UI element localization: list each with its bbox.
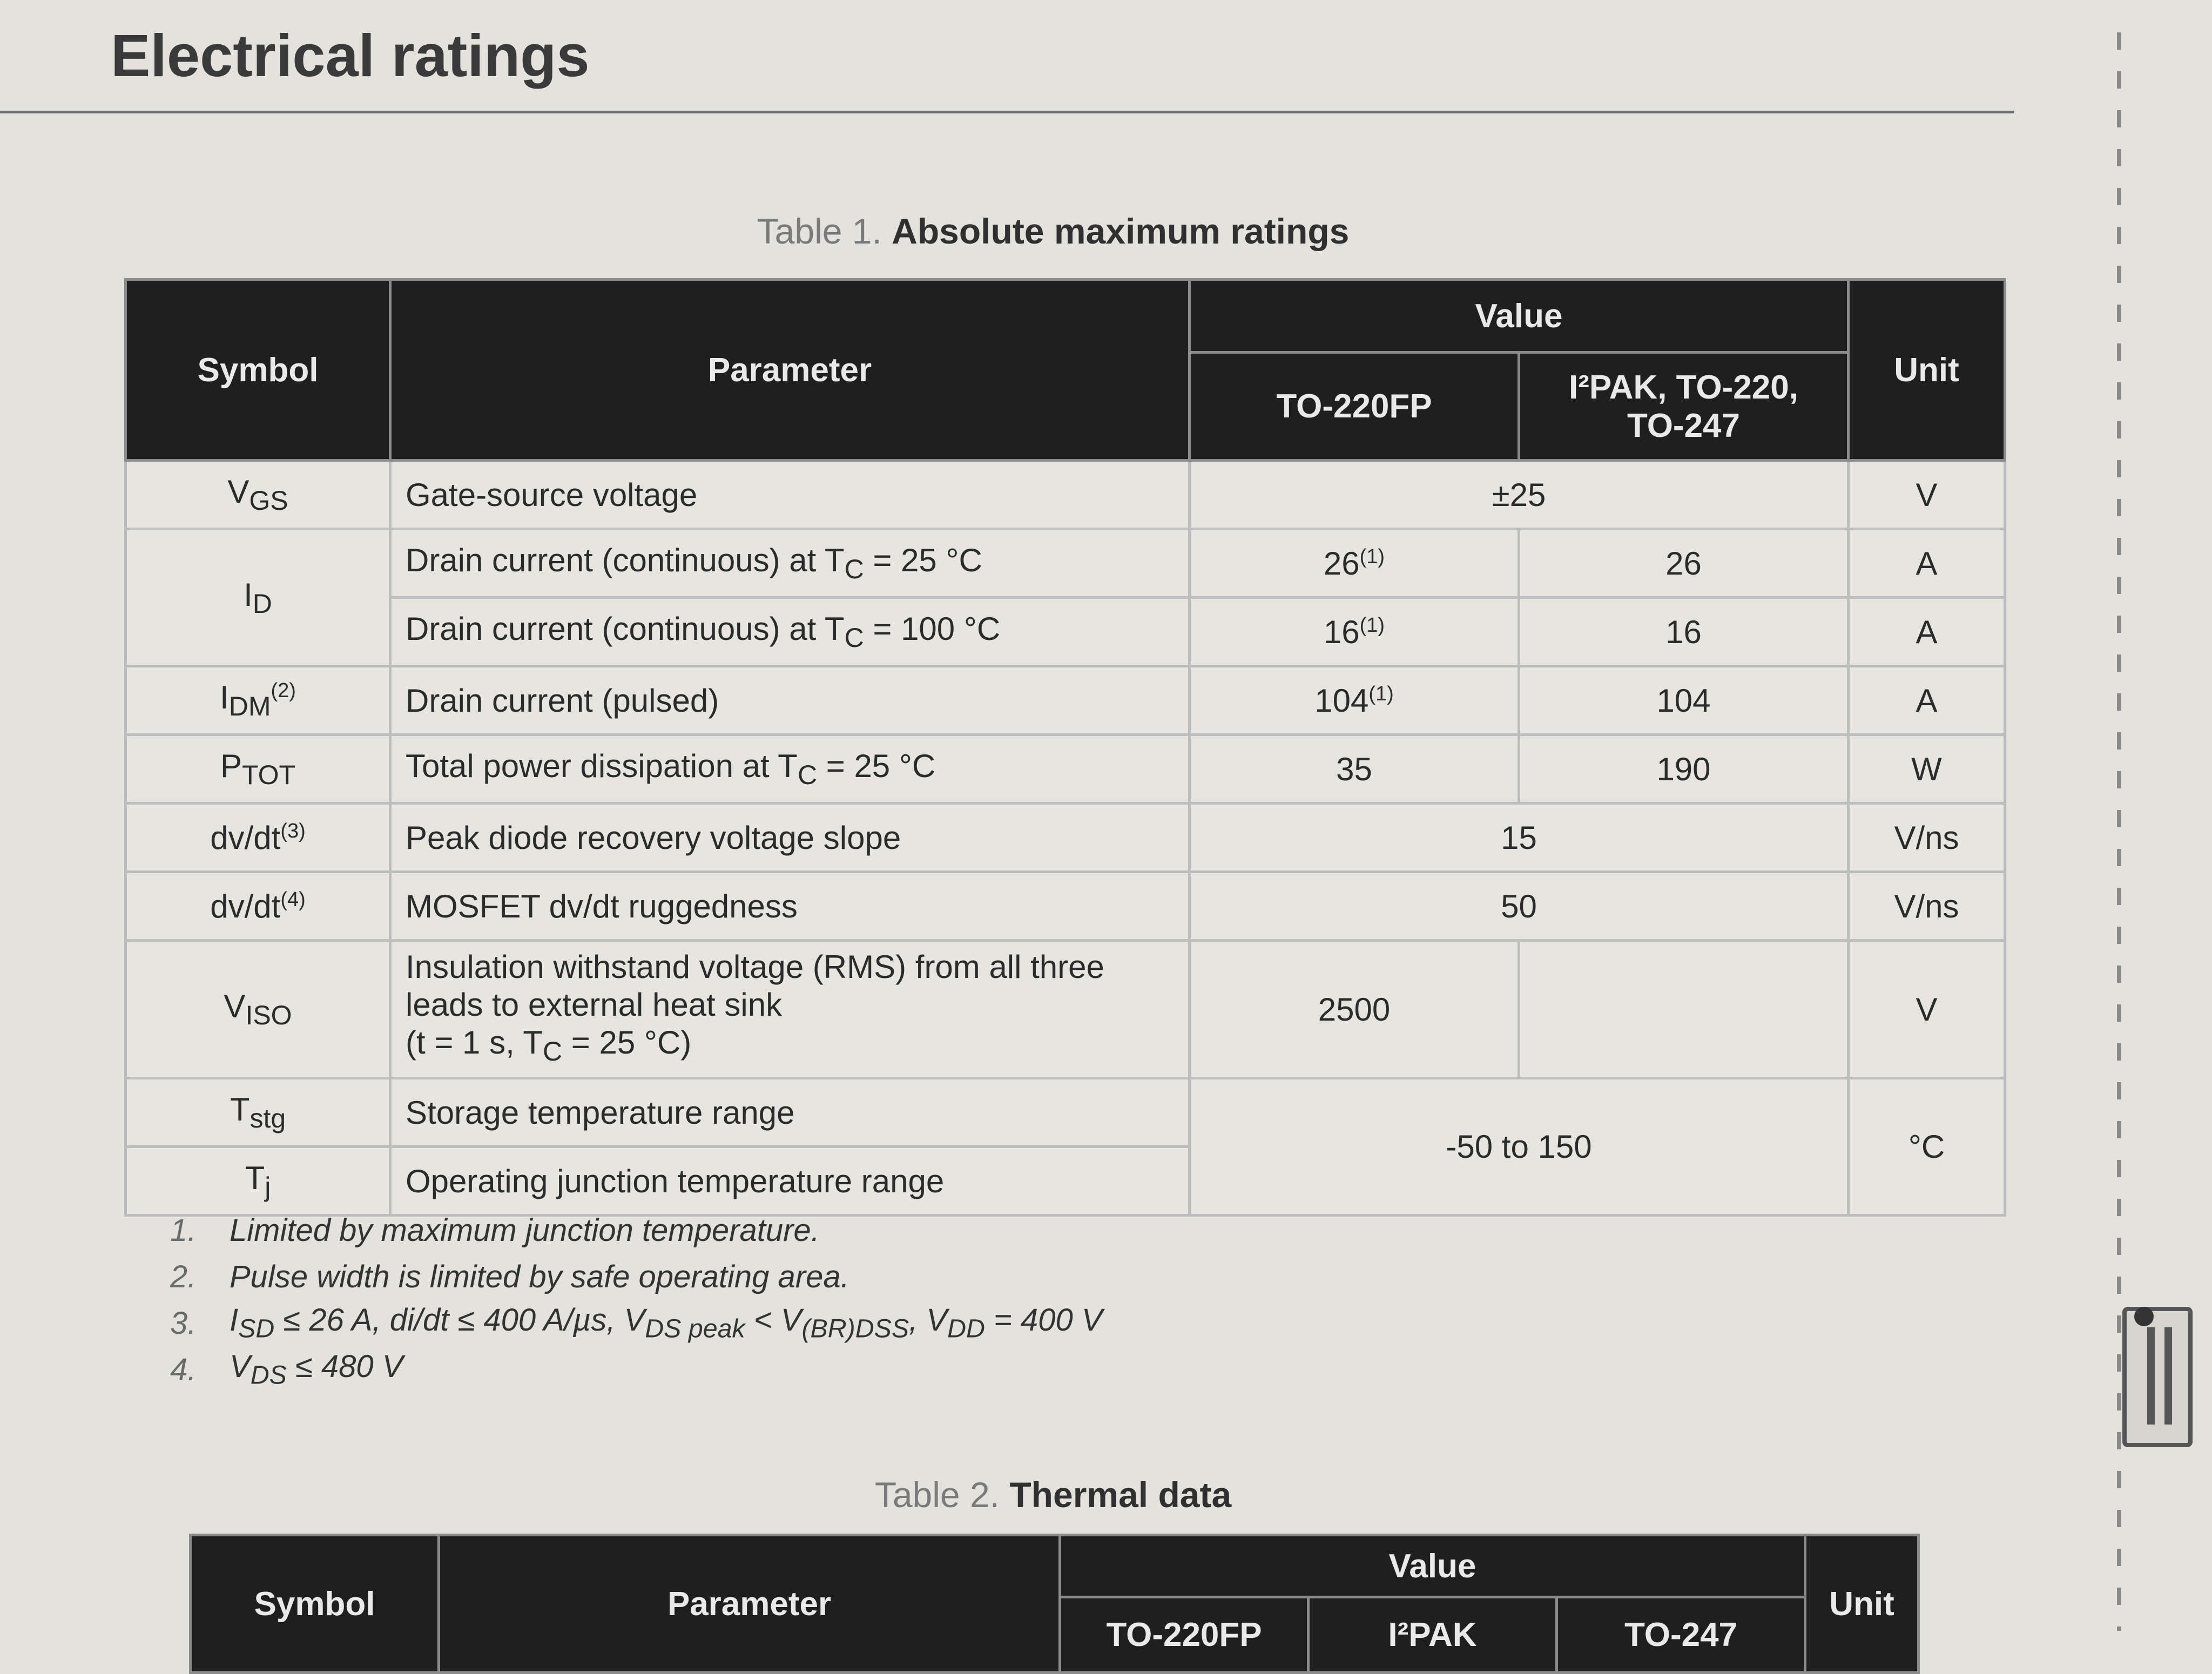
value-dvdt4: 50: [1190, 872, 1849, 941]
symbol-dvdt3: dv/dt$^{(3)}$: [126, 804, 390, 872]
value-idm-i2pak: 104: [1519, 666, 1849, 735]
value-ptot-i2pak: 190: [1519, 735, 1849, 804]
value-viso-i2pak: [1519, 941, 1849, 1078]
param-dvdt4: MOSFET dv/dt ruggedness: [390, 872, 1190, 941]
thermal-header-to247: TO-247: [1557, 1597, 1805, 1673]
table-row-idm: [126, 666, 2005, 735]
table-row-tstg: [126, 1078, 2005, 1147]
footnotes-list: [170, 1207, 1103, 1393]
unit-idm: A: [1849, 666, 2005, 735]
unit-dvdt3: V/ns: [1849, 804, 2005, 872]
table-row-ptot: [126, 735, 2005, 804]
symbol-idm: $I_{DM}^{(2)}$: [126, 666, 390, 735]
table2-caption-title: Thermal data: [1009, 1475, 1232, 1515]
unit-id100: A: [1849, 598, 2005, 666]
value-id25-i2pak: 26: [1519, 529, 1849, 598]
param-vgs: Gate-source voltage: [390, 461, 1190, 529]
symbol-vgs: $V_{GS}$: [126, 461, 390, 529]
header-symbol: Symbol: [126, 280, 390, 461]
thermal-header-i2pak: I²PAK: [1309, 1597, 1557, 1673]
table-row-dvdt3: [126, 804, 2005, 872]
table-row-id100: [126, 598, 2005, 666]
thermal-header-unit: Unit: [1805, 1535, 1919, 1673]
table1-caption: [0, 211, 2106, 252]
header-unit: Unit: [1849, 280, 2005, 461]
unit-viso: V: [1849, 941, 2005, 1078]
footnote-1: 1. Limited by maximum junction temperature.: [170, 1212, 820, 1248]
symbol-dvdt4: dv/dt$^{(4)}$: [126, 872, 390, 941]
param-tj: Operating junction temperature range: [390, 1147, 1190, 1216]
header-i2pak-to220-to247: [1519, 353, 1849, 461]
value-dvdt3: 15: [1190, 804, 1849, 872]
value-temperature-range: -50 to 150: [1190, 1078, 1849, 1216]
value-vgs: ±25: [1190, 461, 1849, 529]
value-id100-to220fp: 16$^{(1)}$: [1190, 598, 1519, 666]
thermal-header-value: Value: [1060, 1535, 1805, 1597]
table1-caption-title: Absolute maximum ratings: [892, 211, 1350, 251]
binder-clip: [2122, 1307, 2193, 1447]
value-id100-i2pak: 16: [1519, 598, 1849, 666]
table-row-dvdt4: [126, 872, 2005, 941]
header-parameter: Parameter: [390, 280, 1190, 461]
value-idm-to220fp: 104$^{(1)}$: [1190, 666, 1519, 735]
unit-temperature: °C: [1849, 1078, 2005, 1216]
unit-dvdt4: V/ns: [1849, 872, 2005, 941]
thermal-header-parameter: Parameter: [439, 1535, 1060, 1673]
page-title: Electrical ratings: [111, 23, 590, 89]
binder-pin: [2134, 1307, 2154, 1326]
symbol-tstg: $T_{stg}$: [126, 1078, 390, 1147]
symbol-ptot: $P_{TOT}$: [126, 735, 390, 804]
value-viso-to220fp: 2500: [1190, 941, 1519, 1078]
header-i2pak-line2: TO-247: [1627, 407, 1741, 444]
value-id25-to220fp: 26$^{(1)}$: [1190, 529, 1519, 598]
header-value: Value: [1190, 280, 1849, 353]
absolute-maximum-ratings-table: [124, 278, 2006, 1217]
thermal-header-to220fp: TO-220FP: [1060, 1597, 1309, 1673]
title-divider: [0, 111, 2014, 113]
value-ptot-to220fp: 35: [1190, 735, 1519, 804]
param-viso: Insulation withstand voltage (RMS) from all three leads to external heat sink (t = 1 s, $T_C = 25$ °C): [390, 941, 1190, 1078]
table1-caption-number: Table 1.: [757, 211, 882, 251]
footnote-2: 2. Pulse width is limited by safe operating area.: [170, 1259, 849, 1294]
unit-vgs: V: [1849, 461, 2005, 529]
table-row-vgs: [126, 461, 2005, 529]
symbol-viso: $V_{ISO}$: [126, 941, 390, 1078]
thermal-header-symbol: Symbol: [191, 1535, 439, 1673]
param-idm: Drain current (pulsed): [390, 666, 1190, 735]
table-row-id25: [126, 529, 2005, 598]
param-id25: Drain current (continuous) at $T_C = 25$ °C: [390, 529, 1190, 598]
footnote-3: 3. $I_{SD} \le 26$ A, di/dt ≤ 400 A/µs, $V_{DS peak} < V_{(BR)DSS}$, $V_{DD} = 400$ V: [170, 1302, 1103, 1344]
param-dvdt3: Peak diode recovery voltage slope: [390, 804, 1190, 872]
unit-ptot: W: [1849, 735, 2005, 804]
table-row-viso: [126, 941, 2005, 1078]
header-i2pak-line1: I²PAK, TO-220,: [1569, 368, 1798, 406]
unit-id25: A: [1849, 529, 2005, 598]
table2-caption: [0, 1474, 2106, 1515]
table2-caption-number: Table 2.: [874, 1475, 1000, 1515]
param-ptot: Total power dissipation at $T_C = 25$ °C: [390, 735, 1190, 804]
symbol-tj: $T_j$: [126, 1147, 390, 1216]
thermal-data-table: [189, 1534, 1920, 1674]
symbol-id: $I_D$: [126, 529, 390, 666]
header-to220fp: TO-220FP: [1190, 353, 1519, 461]
param-id100: Drain current (continuous) at $T_C = 100$ °C: [390, 598, 1190, 666]
param-tstg: Storage temperature range: [390, 1078, 1190, 1147]
footnote-4: 4. $V_{DS} \le 480$ V: [170, 1349, 403, 1390]
page-edge-dashes: [2117, 32, 2121, 1631]
